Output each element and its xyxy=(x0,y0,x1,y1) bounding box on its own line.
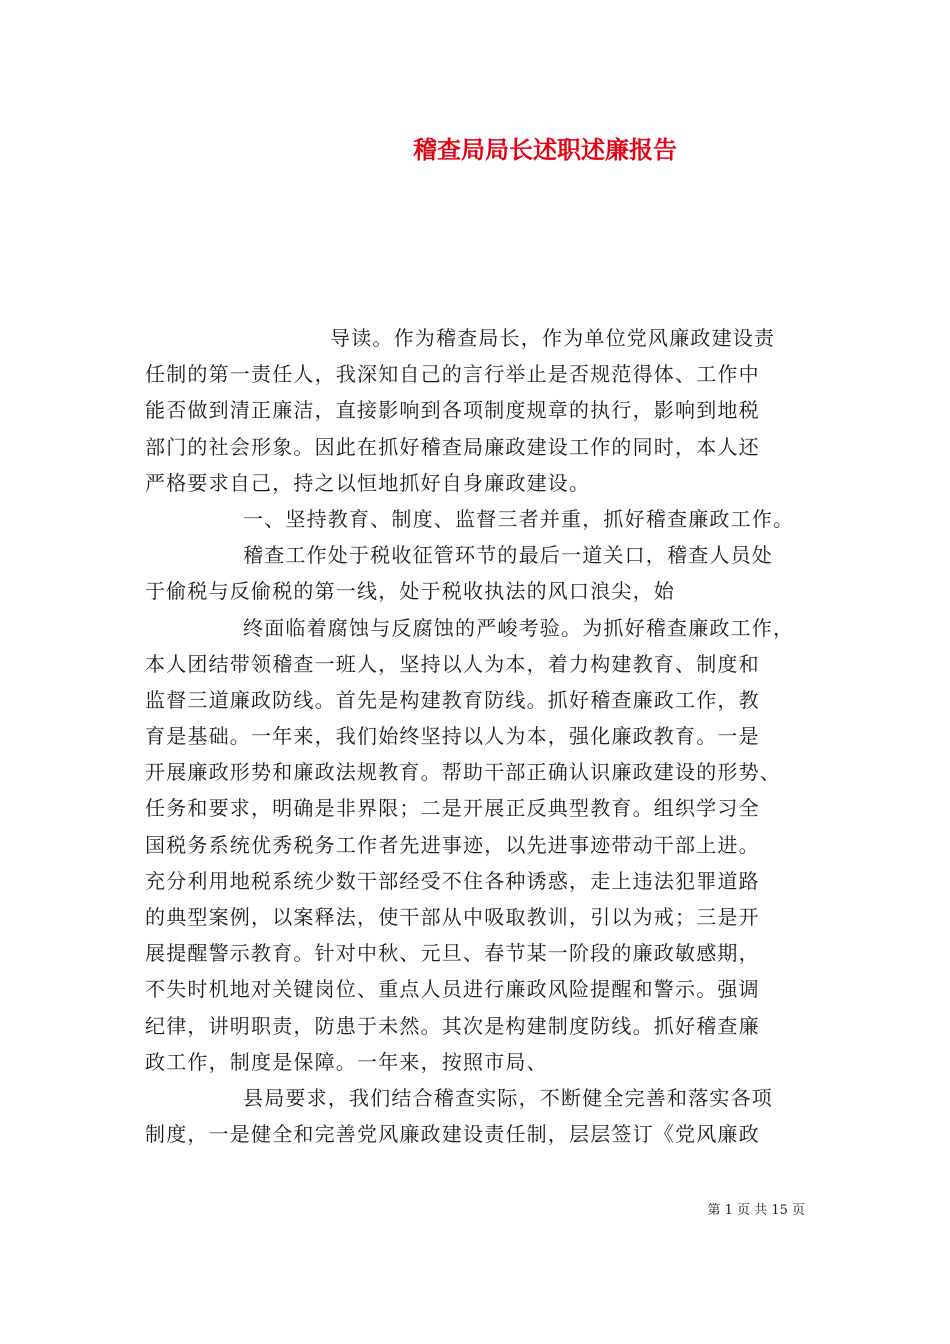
page-number: 第 1 页 共 15 页 xyxy=(707,1203,805,1218)
text-line: 充分利用地税系统少数干部经受不住各种诱惑，走上违法犯罪道路 xyxy=(145,868,760,893)
section-heading: 一、坚持教育、制度、监督三者并重，抓好稽查廉政工作。 xyxy=(243,506,795,531)
text-line: 展提醒警示教育。针对中秋、元旦、春节某一阶段的廉政敏感期， xyxy=(145,941,760,966)
text-line: 任制的第一责任人，我深知自己的言行举止是否规范得体、工作中 xyxy=(145,362,760,387)
text-line: 严格要求自己，持之以恒地抓好自身廉政建设。 xyxy=(145,470,591,495)
text-line: 开展廉政形势和廉政法规教育。帮助干部正确认识廉政建设的形势、 xyxy=(145,760,781,785)
text-line: 本人团结带领稽查一班人，坚持以人为本，着力构建教育、制度和 xyxy=(145,651,760,676)
document-title: 稽查局局长述职述廉报告 xyxy=(413,135,677,164)
text-line: 育是基础。一年来，我们始终坚持以人为本，强化廉政教育。一是 xyxy=(145,724,760,749)
text-line: 的典型案例，以案释法，使干部从中吸取教训，引以为戒；三是开 xyxy=(145,905,760,929)
text-line: 终面临着腐蚀与反腐蚀的严峻考验。为抓好稽查廉政工作， xyxy=(243,615,795,640)
text-line: 制度，一是健全和完善党风廉政建设责任制，层层签订《党风廉政 xyxy=(145,1122,760,1147)
text-line: 国税务系统优秀税务工作者先进事迹，以先进事迹带动干部上进。 xyxy=(145,832,760,857)
text-line: 导读。作为稽查局长，作为单位党风廉政建设责 xyxy=(330,326,776,350)
text-line: 稽查工作处于税收征管环节的最后一道关口，稽查人员处 xyxy=(243,543,773,568)
text-line: 部门的社会形象。因此在抓好稽查局廉政建设工作的同时，本人还 xyxy=(145,434,760,459)
document-body xyxy=(145,320,810,1152)
text-line: 于偷税与反偷税的第一线，处于税收执法的风口浪尖，始 xyxy=(145,579,675,604)
text-line: 纪律，讲明职责，防患于未然。其次是构建制度防线。抓好稽查廉 xyxy=(145,1013,760,1038)
text-line: 政工作，制度是保障。一年来，按照市局、 xyxy=(145,1049,548,1074)
text-line: 能否做到清正廉洁，直接影响到各项制度规章的执行，影响到地税 xyxy=(145,398,760,423)
text-line: 监督三道廉政防线。首先是构建教育防线。抓好稽查廉政工作，教 xyxy=(145,687,760,712)
text-line: 任务和要求，明确是非界限；二是开展正反典型教育。组织学习全 xyxy=(145,796,760,821)
text-line: 不失时机地对关键岗位、重点人员进行廉政风险提醒和警示。强调 xyxy=(145,977,760,1002)
text-line: 县局要求，我们结合稽查实际，不断健全完善和落实各项 xyxy=(243,1085,773,1110)
